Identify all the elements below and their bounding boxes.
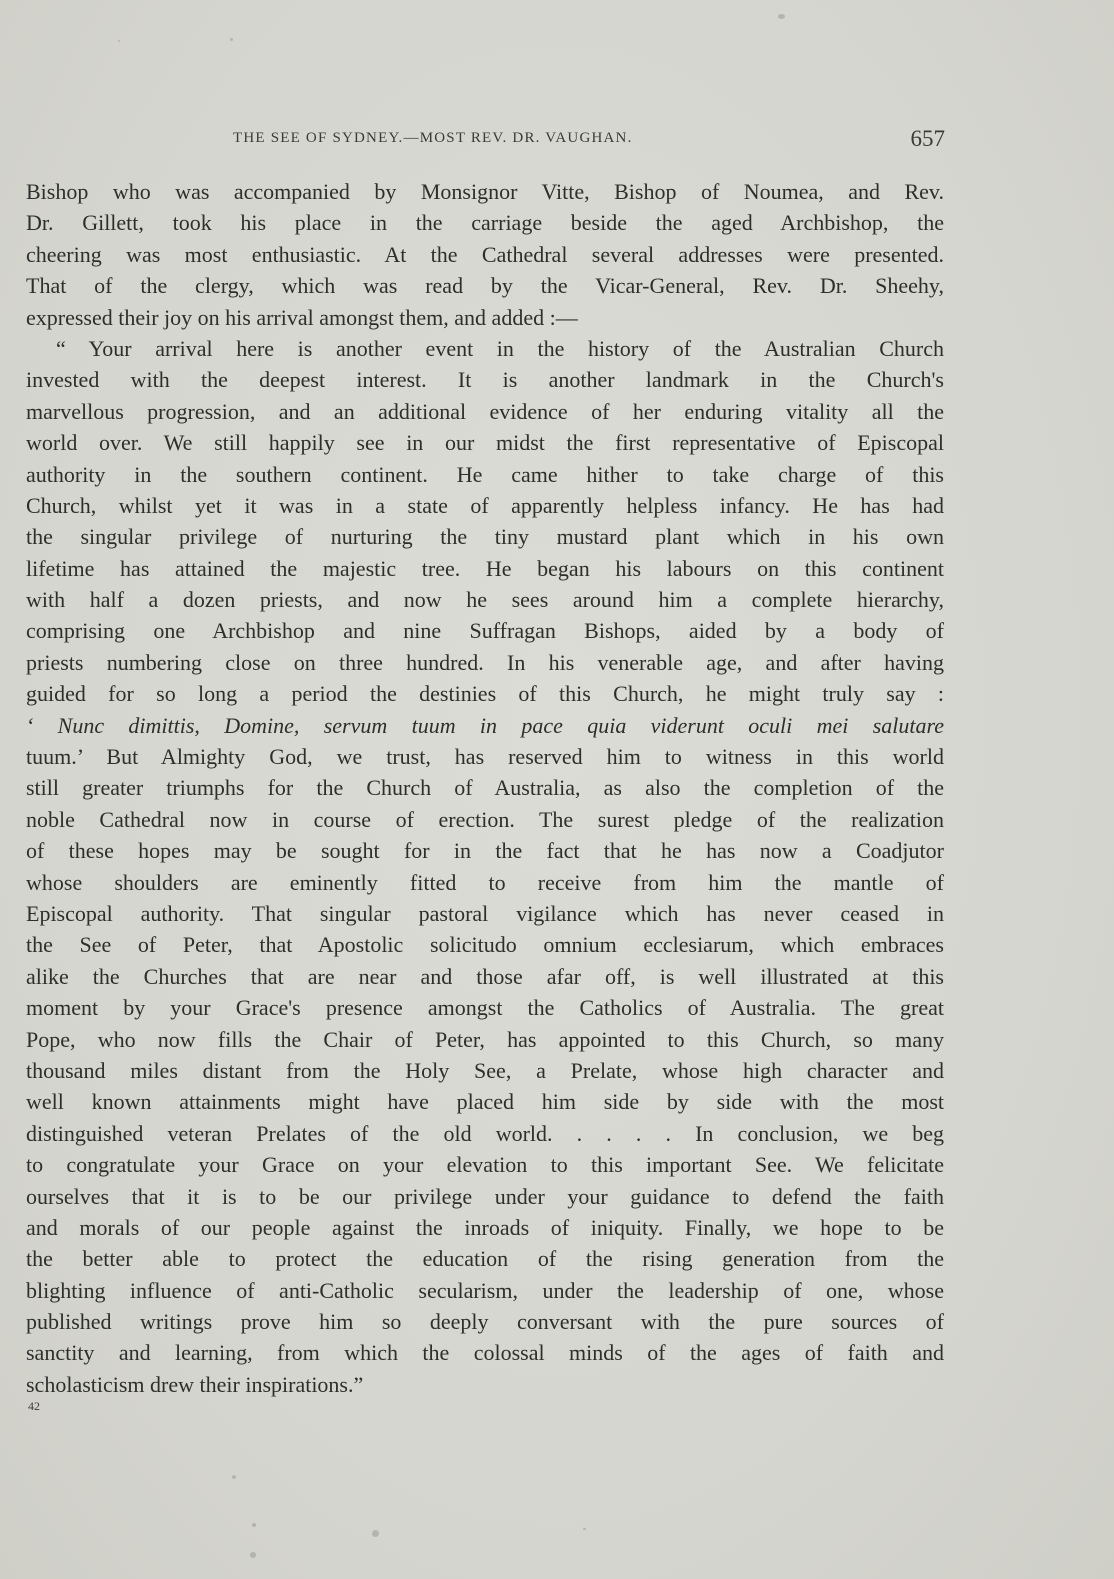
text-line: Pope, who now fills the Chair of Peter, has appointed to this Church, so many — [26, 1026, 944, 1052]
text-line: thousand miles distant from the Holy See, a Prelate, whose high character and — [26, 1057, 944, 1083]
paper-speck — [372, 1530, 379, 1537]
paper-speck — [232, 1475, 236, 1479]
text-line: Church, whilst yet it was in a state of apparently helpless infancy. He has had — [26, 492, 944, 518]
text-line: priests numbering close on three hundred. In his venerable age, and after having — [26, 649, 944, 675]
text-line: cheering was most enthusiastic. At the Cathedral several addresses were presented. — [26, 241, 944, 267]
paper-speck — [118, 40, 120, 42]
text-line: the singular privilege of nurturing the tiny mustard plant which in his own — [26, 524, 944, 550]
text-line: tuum.’ But Almighty God, we trust, has reserved him to witness in this world — [26, 744, 944, 770]
paper-speck — [252, 1523, 256, 1527]
text-line: whose shoulders are eminently fitted to receive from him the mantle of — [26, 869, 944, 895]
text-line: ourselves that it is to be our privilege under your guidance to defend the faith — [26, 1183, 944, 1209]
text-line: alike the Churches that are near and those afar off, is well illustrated at this — [26, 963, 944, 989]
page-number: 657 — [910, 126, 945, 151]
text-line: comprising one Archbishop and nine Suffragan Bishops, aided by a body of — [26, 618, 944, 644]
text-line: noble Cathedral now in course of erection. The surest pledge of the realization — [26, 806, 944, 832]
text-line: marvellous progression, and an additional evidence of her enduring vitality all the — [26, 398, 944, 424]
text-line: world over. We still happily see in our midst the first representative of Episcopal — [26, 430, 944, 456]
text-line: still greater triumphs for the Church of Australia, as also the completion of the — [26, 775, 944, 801]
paper-speck — [778, 14, 785, 19]
text-line: blighting influence of anti-Catholic secularism, under the leadership of one, whose — [26, 1277, 944, 1303]
paper-speck — [230, 38, 233, 41]
text-line: lifetime has attained the majestic tree. He began his labours on this continent — [26, 555, 944, 581]
text-line: of these hopes may be sought for in the fact that he has now a Coadjutor — [26, 838, 944, 864]
text-line: Bishop who was accompanied by Monsignor Vitte, Bishop of Noumea, and Rev. — [26, 179, 944, 204]
text-line: guided for so long a period the destinies of this Church, he might truly say : — [26, 681, 944, 707]
text-line: That of the clergy, which was read by the Vicar-General, Rev. Dr. Sheehy, — [26, 273, 944, 299]
text-line: with half a dozen priests, and now he sees around him a complete hierarchy, — [26, 587, 944, 613]
paper-speck — [583, 1528, 586, 1530]
text-line: well known attainments might have placed him side by side with the most — [26, 1089, 944, 1115]
text-line: and morals of our people against the inroads of iniquity. Finally, we hope to be — [26, 1214, 944, 1240]
running-title: THE SEE OF SYDNEY.—MOST REV. DR. VAUGHAN. — [233, 130, 633, 146]
text-line: “ Your arrival here is another event in the history of the Australian Church — [56, 335, 944, 361]
text-line: distinguished veteran Prelates of the old world. . . . . In conclusion, we beg — [26, 1120, 944, 1146]
text-line: to congratulate your Grace on your elevation to this important See. We felicitate — [26, 1152, 944, 1178]
text-line: the See of Peter, that Apostolic solicitudo omnium ecclesiarum, which embraces — [26, 932, 944, 958]
text-line: the better able to protect the education of the rising generation from the — [26, 1246, 944, 1272]
text-line: Dr. Gillett, took his place in the carriage beside the aged Archbishop, the — [26, 210, 944, 236]
text-line: Episcopal authority. That singular pastoral vigilance which has never ceased in — [26, 900, 944, 926]
text-line-latin: ‘ Nunc dimittis, Domine, servum tuum in pace quia viderunt oculi mei salutare — [26, 712, 944, 738]
text-line: expressed their joy on his arrival amongst them, and added :— — [26, 304, 578, 330]
text-line: invested with the deepest interest. It is another landmark in the Church's — [26, 367, 944, 393]
body-text — [26, 176, 944, 1400]
running-head — [233, 126, 945, 154]
text-line: scholasticism drew their inspirations.” — [26, 1371, 364, 1397]
signature-mark: 42 — [28, 1399, 40, 1413]
paper-speck — [250, 1552, 256, 1558]
text-line: moment by your Grace's presence amongst the Catholics of Australia. The great — [26, 995, 944, 1021]
text-line: published writings prove him so deeply conversant with the pure sources of — [26, 1309, 944, 1335]
text-line: sanctity and learning, from which the colossal minds of the ages of faith and — [26, 1340, 944, 1366]
text-line: authority in the southern continent. He came hither to take charge of this — [26, 461, 944, 487]
